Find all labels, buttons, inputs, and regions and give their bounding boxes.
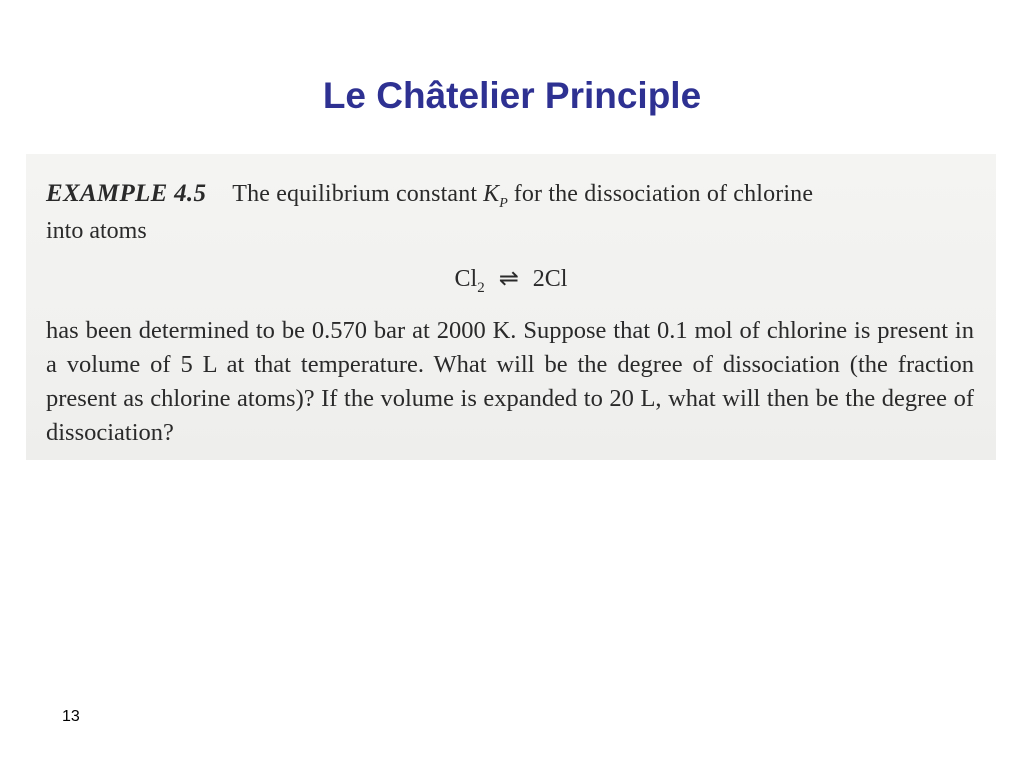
page-number: 13: [62, 708, 80, 725]
equilibrium-arrow-icon: ⇌: [498, 266, 519, 292]
example-intro-after-k: for the dissociation of chlorine: [513, 181, 814, 207]
example-intro-continued: into atoms: [46, 218, 147, 244]
example-heading-line: [46, 180, 976, 212]
equation-product: 2Cl: [532, 266, 568, 292]
dissociation-equation: [26, 264, 996, 297]
kp-symbol: $K_P$: [483, 181, 508, 211]
equation-reactant: Cl: [454, 266, 478, 292]
equation-reactant-subscript: 2: [477, 279, 485, 296]
example-body-text: has been determined to be 0.570 bar at 2000 K. Suppose that 0.1 mol of chlorine is present in a volume of 5 L at that temperature. What will be the degree of dissociation (the fraction present as chlorine atoms)? If the volume is expanded to 20 L, what will then be the degree of dissociation?: [46, 317, 974, 446]
example-intro-before-k: The equilibrium constant: [232, 181, 478, 207]
textbook-excerpt-image: [26, 154, 996, 460]
slide-title: Le Châtelier Principle: [322, 75, 702, 116]
example-label: EXAMPLE 4.5: [46, 180, 207, 207]
